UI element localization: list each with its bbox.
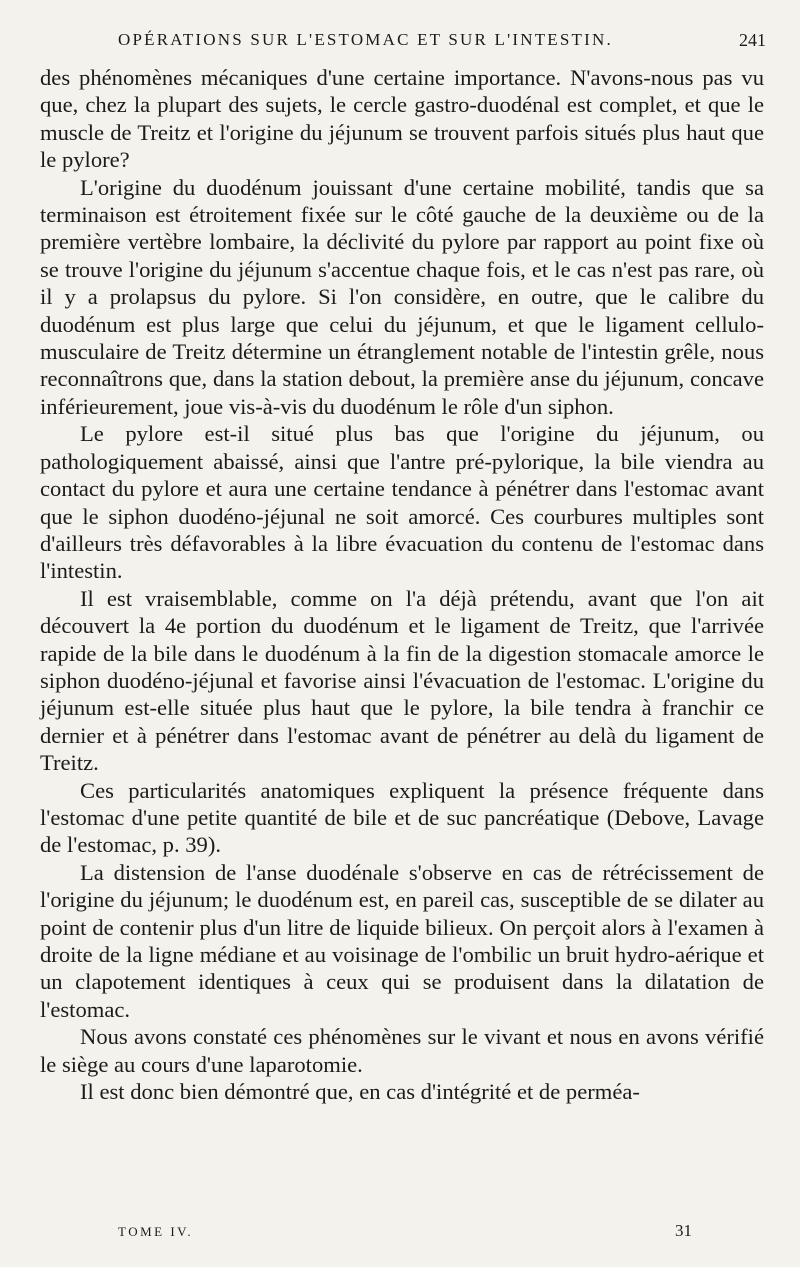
- paragraph: Le pylore est-il situé plus bas que l'origine du jéjunum, ou pathologiquement abaissé, ainsi que l'antre pré-pylorique, la bile viendra au contact du pylore et aura une certaine tendance à pénétrer dans l'estomac avant que le siphon duodéno-jéjunal ne soit amorcé. Ces courbures multiples sont d'ailleurs très défavorables à la libre évacuation du contenu de l'estomac dans l'intestin.: [40, 421, 764, 584]
- paragraph: des phénomènes mécaniques d'une certaine importance. N'avons-nous pas vu que, chez la plupart des sujets, le cercle gastro-duodénal est complet, et que le muscle de Treitz et l'origine du jéjunum se trouvent parfois situés plus haut que le pylore?: [40, 65, 764, 173]
- paragraph: Il est vraisemblable, comme on l'a déjà prétendu, avant que l'on ait découvert la 4e portion du duodénum et le ligament de Treitz, que l'arrivée rapide de la bile dans le duodénum à la fin de la digestion stomacale amorce le siphon duodéno-jéjunal et favorise ainsi l'évacuation de l'estomac. L'origine du jéjunum est-elle située plus haut que le pylore, la bile tendra à franchir ce dernier et à pénétrer dans l'estomac avant de pénétrer au delà du ligament de Treitz.: [40, 585, 764, 776]
- paragraph: Il est donc bien démontré que, en cas d'intégrité et de perméa-: [80, 1079, 640, 1105]
- paragraph: Nous avons constaté ces phénomènes sur le vivant et nous en avons vérifié le siège au cours d'une laparotomie.: [40, 1024, 764, 1077]
- paragraph: L'origine du duodénum jouissant d'une certaine mobilité, tandis que sa terminaison est étroitement fixée sur le côté gauche de la deuxième ou de la première vertèbre lombaire, la déclivité du pylore par rapport au point fixe où se trouve l'origine du jéjunum s'accentue chaque fois, et le cas n'est pas rare, où il y a prolapsus du pylore. Si l'on considère, en outre, que le calibre du duodénum est plus large que celui du jéjunum, et que le ligament cellulo-musculaire de Treitz détermine un étranglement notable de l'intestin grêle, nous reconnaîtrons que, dans la station debout, la première anse du jéjunum, concave inférieurement, joue vis-à-vis du duodénum le rôle d'un siphon.: [40, 174, 764, 419]
- paragraph: La distension de l'anse duodénale s'observe en cas de rétrécissement de l'origine du jéjunum; le duodénum est, en pareil cas, susceptible de se dilater au point de contenir plus d'un litre de liquide bilieux. On perçoit alors à l'examen à droite de la ligne médiane et au voisinage de l'ombilic un bruit hydro-aérique et un clapotement identiques à ceux qui se produisent dans la dilatation de l'estomac.: [40, 859, 764, 1022]
- volume-label: TOME IV.: [118, 1224, 194, 1239]
- running-title: OPÉRATIONS SUR L'ESTOMAC ET SUR L'INTESTIN.: [118, 30, 613, 49]
- paragraph: Ces particularités anatomiques expliquent la présence fréquente dans l'estomac d'une petite quantité de bile et de suc pancréatique (Debove, Lavage de l'estomac, p. 39).: [40, 777, 764, 858]
- page-number: 241: [739, 30, 766, 50]
- signature-mark: 31: [675, 1221, 692, 1240]
- body-text: [40, 64, 764, 1105]
